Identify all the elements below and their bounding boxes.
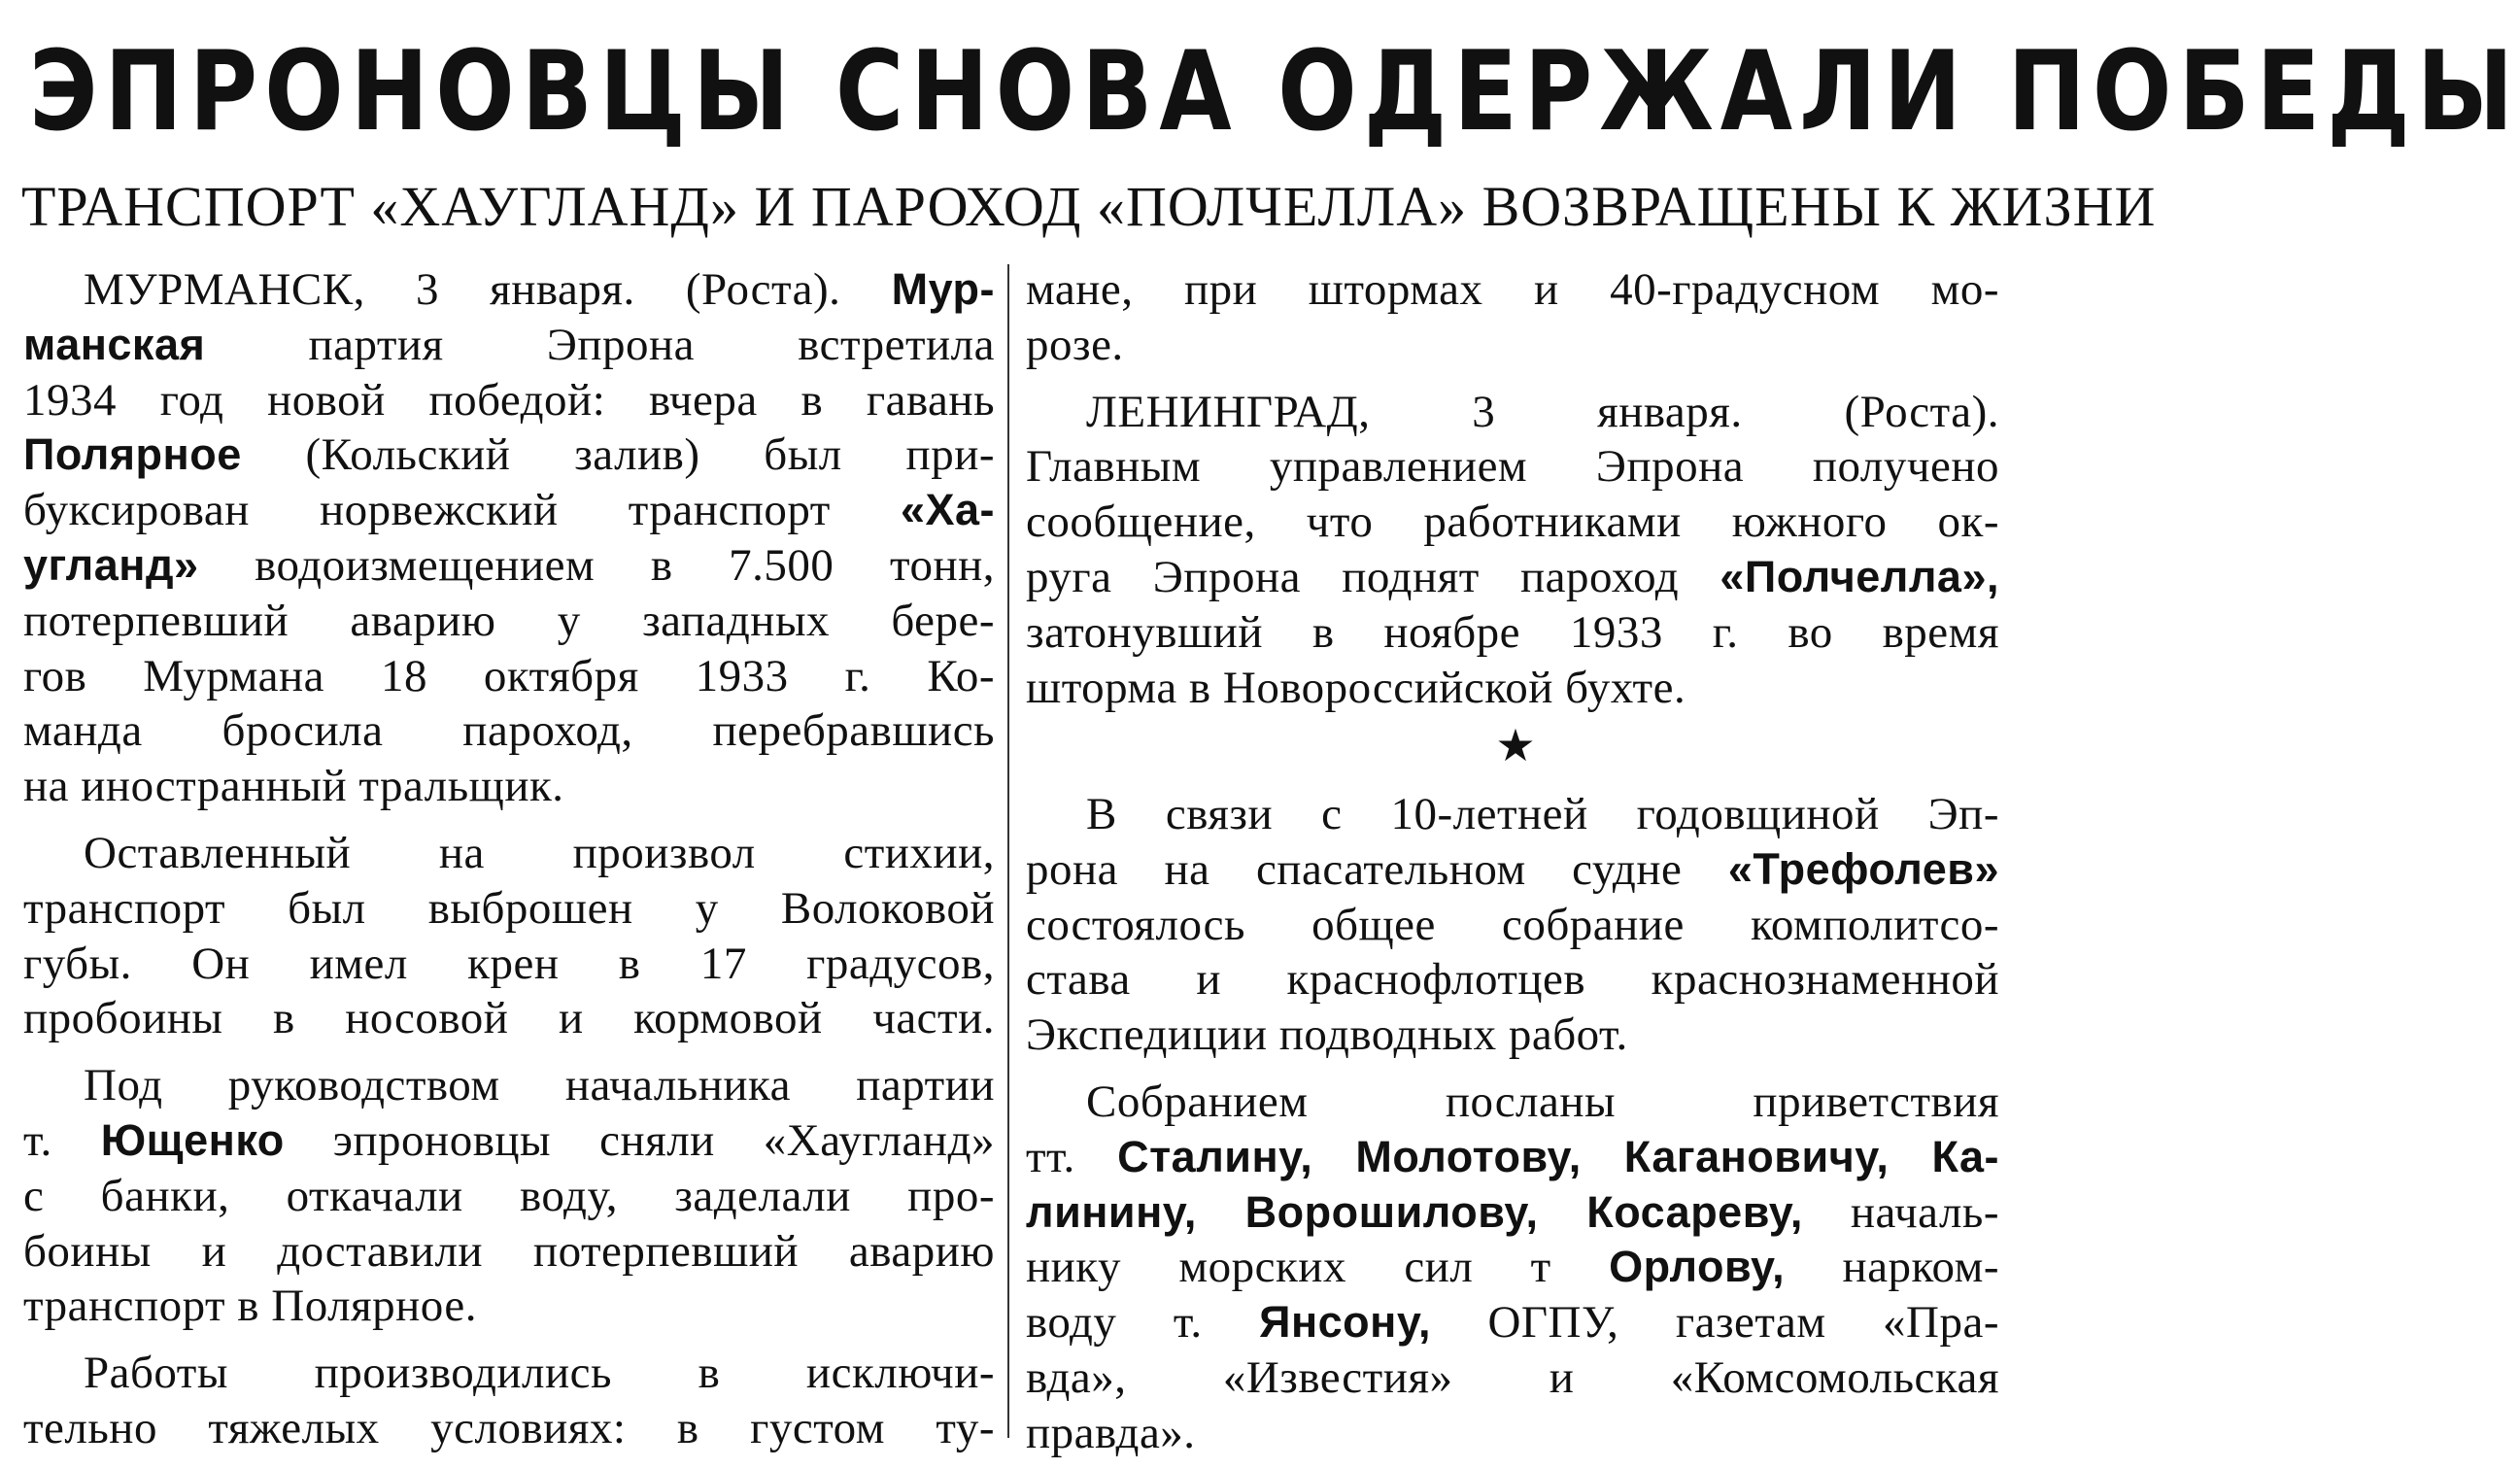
text-line: Полярное (Кольский залив) был при-: [23, 429, 995, 481]
text-line: потерпевший аварию у западных бере-: [23, 595, 995, 646]
text-line: правда».: [1026, 1407, 1196, 1458]
text-line: пробоины в носовой и кормовой части.: [23, 993, 995, 1044]
text-line: Собранием посланы приветствия: [1086, 1076, 1999, 1127]
text-line: губы. Он имел крен в 17 градусов,: [23, 938, 995, 989]
right-column: [1026, 262, 1999, 715]
text-line: става и краснофлотцев краснознаменной: [1026, 954, 1999, 1006]
text-line: 1934 год новой победой: вчера в гавань: [23, 374, 995, 426]
subheadline: ТРАНСПОРТ «ХАУГЛАНД» И ПАРОХОД «ПОЛЧЕЛЛА» ВОЗВРАЩЕНЫ К ЖИЗНИ: [21, 175, 2157, 238]
text-line: транспорт в Полярное.: [23, 1281, 477, 1332]
headline: ЭПРОНОВЦЫ СНОВА ОДЕРЖАЛИ ПОБЕДЫ: [29, 27, 2520, 156]
right-column-lower: [1026, 787, 1999, 1461]
text-line: Оставленный на произвол стихии,: [84, 827, 995, 878]
text-line: тельно тяжелых условиях: в густом ту-: [23, 1402, 995, 1453]
text-line: Работы производились в исключи-: [84, 1348, 995, 1399]
text-line: мане, при штормах и 40-градусном мо-: [1026, 264, 1999, 315]
text-line: Экспедиции подводных работ.: [1026, 1009, 1628, 1061]
column-divider: [1007, 264, 1009, 1438]
left-column: [23, 262, 995, 1456]
text-line: тт. Сталину, Молотову, Кагановичу, Ка-: [1026, 1131, 1999, 1182]
text-line: манда бросила пароход, перебравшись: [23, 705, 995, 757]
text-line: руга Эпрона поднят пароход «Полчелла»,: [1026, 551, 1999, 602]
text-line: шторма в Новороссийской бухте.: [1026, 662, 1686, 713]
text-line: линину, Ворошилову, Косареву, началь-: [1026, 1186, 1999, 1238]
text-line: сообщение, что работниками южного ок-: [1026, 496, 1999, 548]
text-line: боины и доставили потерпевший аварию: [23, 1225, 995, 1277]
text-line: манская партия Эпрона встретила: [23, 319, 995, 370]
text-line: вда», «Известия» и «Комсомольская: [1026, 1351, 1999, 1403]
text-line: с банки, откачали воду, заделали про-: [23, 1170, 995, 1221]
text-line: ЛЕНИНГРАД, 3 января. (Роста).: [1086, 386, 1999, 437]
text-line: МУРМАНСК, 3 января. (Роста). Мур-: [84, 264, 995, 315]
text-line: розе.: [1026, 319, 1124, 370]
text-line: В связи с 10-летней годовщиной Эп-: [1086, 789, 1999, 839]
text-line: транспорт был выброшен у Волоковой: [23, 882, 995, 934]
text-line: рона на спасательном судне «Трефолев»: [1026, 843, 1999, 895]
text-line: воду т. Янсону, ОГПУ, газетам «Пра-: [1026, 1297, 2000, 1349]
text-line: т. Ющенко эпроновцы сняли «Хаугланд»: [23, 1114, 995, 1166]
text-line: угланд» водоизмещением в 7.500 тонн,: [23, 539, 995, 591]
text-line: Главным управлением Эпрона получено: [1026, 441, 1999, 493]
text-line: буксирован норвежский транспорт «Ха-: [23, 485, 995, 536]
text-line: нику морских сил т Орлову, нарком-: [1026, 1242, 1999, 1293]
text-line: состоялось общее собрание комполитсо-: [1026, 899, 1999, 950]
star-separator-icon: ★: [1495, 719, 1536, 771]
text-line: на иностранный тральщик.: [23, 761, 564, 812]
text-line: гов Мурмана 18 октября 1933 г. Ко-: [23, 650, 995, 701]
text-line: затонувший в ноябре 1933 г. во время: [1026, 606, 1999, 658]
text-line: Под руководством начальника партии: [84, 1060, 995, 1111]
